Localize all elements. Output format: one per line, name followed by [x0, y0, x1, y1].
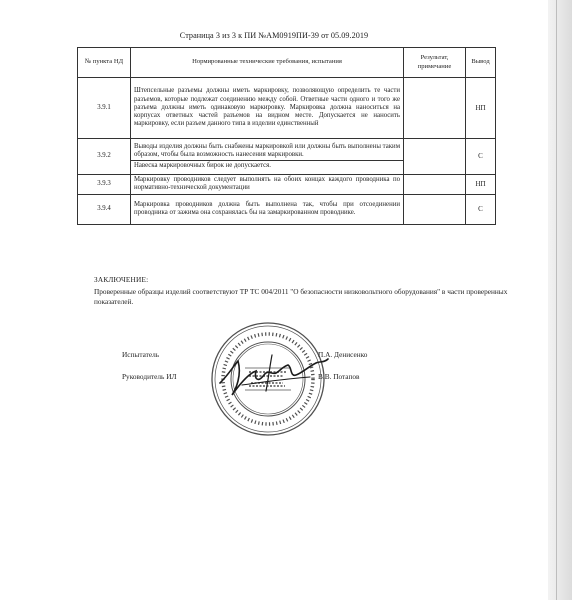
row-num: 3.9.3 [78, 175, 131, 195]
conclusion-title: ЗАКЛЮЧЕНИЕ: [94, 275, 149, 284]
row-verdict: С [466, 194, 496, 224]
row-result [404, 194, 466, 224]
page-edge-shadow [548, 0, 572, 600]
row-requirement [131, 139, 404, 175]
row-requirement-note: Навеска маркировочных бирок не допускается. [131, 160, 403, 170]
signature-name-head: В.В. Потапов [318, 372, 360, 381]
table-row [78, 175, 496, 195]
table-row [78, 194, 496, 224]
table-row [78, 78, 496, 139]
row-verdict: С [466, 139, 496, 175]
row-requirement-main: Выводы изделия должны быть снабжены маркировкой или должны быть выполнены таким образом, чтобы была возможность нанесения маркировки. [134, 142, 400, 158]
row-verdict: НП [466, 78, 496, 139]
header-requirements: Нормированные технические требования, испытания [131, 48, 404, 78]
page-edge-line [556, 0, 557, 600]
requirements-table [77, 47, 496, 225]
row-result [404, 139, 466, 175]
row-requirement: Маркировку проводников следует выполнять на обоих концах каждого проводника по нормативно-технической документации [131, 175, 404, 195]
handwritten-signature [212, 345, 332, 405]
row-num: 3.9.2 [78, 139, 131, 175]
header-result: Результат, примечание [404, 48, 466, 78]
row-result [404, 175, 466, 195]
header-num: № пункта НД [78, 48, 131, 78]
header-verdict: Вывод [466, 48, 496, 78]
conclusion-text: Проверенные образцы изделий соответствуют ТР ТС 004/2011 "О безопасности низковольтного оборудования" в части проверенных показателей. [94, 286, 508, 306]
row-result [404, 78, 466, 139]
row-num: 3.9.1 [78, 78, 131, 139]
signature-role-tester: Испытатель [122, 350, 160, 359]
table-row [78, 139, 496, 175]
page-header: Страница 3 из 3 к ПИ №АМ0919ПИ-39 от 05.09.2019 [179, 31, 369, 40]
row-requirement: Штепсельные разъемы должны иметь маркировку, позволяющую определить те части разъемов, которые подлежат соединению между собой. Ответные части одного и того же разъема должны иметь одинаковую маркировку. Маркировка должна наноситься на корпусах ответных частей разъемов на видном месте. Допускается не наносить маркировку, если разъем данного типа в изделии единственный [131, 78, 404, 139]
signature-role-head: Руководитель ИЛ [122, 372, 177, 381]
table-header-row [78, 48, 496, 78]
row-requirement: Маркировка проводников должна быть выполнена так, чтобы при отсоединении проводника от зажима она сохранялась бы на замаркированном проводнике. [131, 194, 404, 224]
row-verdict: НП [466, 175, 496, 195]
conclusion-block [94, 275, 514, 307]
row-num: 3.9.4 [78, 194, 131, 224]
signature-name-tester: П.А. Денисенко [318, 350, 368, 359]
